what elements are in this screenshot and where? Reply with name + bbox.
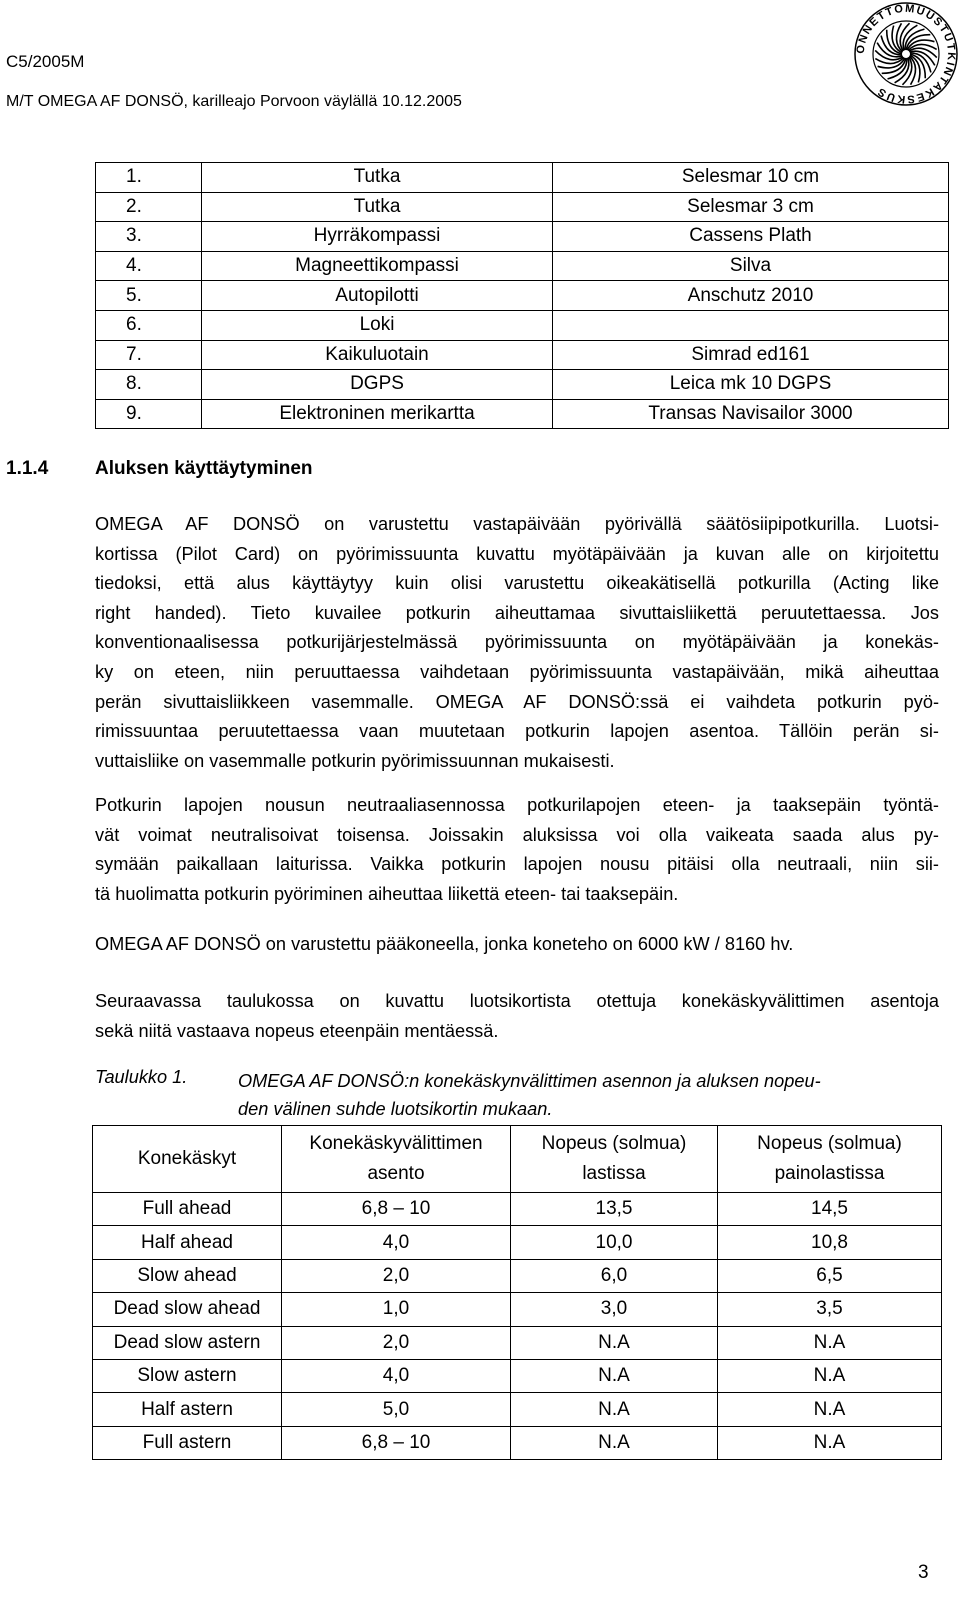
column-header-line: Konekäskyt xyxy=(137,1148,237,1169)
speed-ballast: 6,5 xyxy=(718,1259,942,1292)
equipment-number-cell xyxy=(96,370,202,400)
equipment-model: Cassens Plath xyxy=(689,225,812,247)
equipment-number-cell xyxy=(96,251,202,281)
paragraph-line: perän sivuttaisliikkeen vasemmalle. OMEGA AF DONSÖ:ssä ei vaihdeta potkurin pyö- xyxy=(95,691,939,712)
speed-ballast: N.A xyxy=(718,1359,942,1392)
equipment-name: Elektroninen merikartta xyxy=(279,403,475,425)
column-header xyxy=(718,1126,942,1193)
equipment-number: 7. xyxy=(126,343,142,365)
paragraph-line: konventionaalisessa potkurijärjestelmässä pyörimissuunta on myötäpäivään ja konekäs- xyxy=(95,632,939,653)
equipment-name-cell xyxy=(202,310,553,340)
equipment-number-cell xyxy=(96,192,202,222)
equipment-row xyxy=(96,370,949,400)
equipment-name-cell xyxy=(202,192,553,222)
speed-ballast: N.A xyxy=(718,1393,942,1426)
equipment-name-cell xyxy=(202,281,553,311)
caption-line: den välinen suhde luotsikortin mukaan. xyxy=(238,1099,553,1119)
engine-order: Slow ahead xyxy=(93,1259,282,1292)
equipment-number: 8. xyxy=(126,373,142,395)
engine-order: Slow astern xyxy=(93,1359,282,1392)
telegraph-position: 2,0 xyxy=(282,1259,511,1292)
speed-laden: 3,0 xyxy=(511,1293,718,1326)
speed-laden: 6,0 xyxy=(511,1259,718,1292)
equipment-name: DGPS xyxy=(350,373,404,395)
speed-table-row xyxy=(93,1259,942,1292)
equipment-model: Simrad ed161 xyxy=(691,343,810,365)
table-caption-label: Taulukko 1. xyxy=(95,1067,188,1087)
equipment-name: Loki xyxy=(359,314,395,336)
equipment-name: Autopilotti xyxy=(335,284,419,306)
paragraph-line: Seuraavassa taulukossa on kuvattu luotsikortista otettuja konekäskyvälittimen asentoja xyxy=(95,991,939,1011)
document-title: M/T OMEGA AF DONSÖ, karilleajo Porvoon väylällä 10.12.2005 xyxy=(6,93,462,110)
column-header xyxy=(93,1126,282,1193)
paragraph-main-engine xyxy=(95,930,939,960)
svg-text:ONNETTOMUUSTUTKINTAKESKUS: ONNETTOMUUSTUTKINTAKESKUS xyxy=(854,2,958,106)
equipment-model-cell xyxy=(553,222,949,252)
equipment-name: Tutka xyxy=(353,195,401,217)
paragraph-neutral-pitch xyxy=(95,791,939,909)
paragraph-table-intro xyxy=(95,987,939,1046)
section-title: Aluksen käyttäytyminen xyxy=(95,458,313,479)
speed-laden: 10,0 xyxy=(511,1226,718,1259)
engine-order: Full ahead xyxy=(93,1193,282,1226)
equipment-row xyxy=(96,192,949,222)
column-header-line: Nopeus (solmua) xyxy=(541,1133,687,1154)
paragraph-line: sekä niitä vastaava nopeus eteenpäin mentäessä. xyxy=(95,1020,499,1041)
equipment-model-cell xyxy=(553,399,949,429)
speed-laden: N.A xyxy=(511,1426,718,1459)
speed-table-row xyxy=(93,1193,942,1226)
column-header-line: Konekäskyvälittimen xyxy=(309,1133,483,1154)
paragraph-line: vuttaisliike on vasemmalle potkurin pyörimissuunnan mukaisesti. xyxy=(95,750,615,771)
equipment-model: Leica mk 10 DGPS xyxy=(669,373,832,395)
speed-table-row xyxy=(93,1426,942,1459)
paragraph-line: tä huolimatta potkurin pyöriminen aiheuttaa liikettä eteen- tai taaksepäin. xyxy=(95,883,679,904)
table-caption-text xyxy=(238,1067,938,1123)
equipment-number: 4. xyxy=(126,255,142,277)
paragraph-line: vät voimat neutralisoivat toisensa. Joissakin aluksissa voi olla vaikeata saada alus py- xyxy=(95,824,939,845)
equipment-number-cell xyxy=(96,222,202,252)
equipment-name-cell xyxy=(202,399,553,429)
equipment-row xyxy=(96,281,949,311)
equipment-model: Selesmar 3 cm xyxy=(687,195,814,217)
speed-table-row xyxy=(93,1326,942,1359)
speed-table-row xyxy=(93,1393,942,1426)
caption-line: OMEGA AF DONSÖ:n konekäskynvälittimen asennon ja aluksen nopeu- xyxy=(238,1071,821,1091)
document-code: C5/2005M xyxy=(6,52,85,71)
paragraph-line: kortissa (Pilot Card) on pyörimissuunta kuvattu myötäpäivään ja kuvan alle on kirjoitettu xyxy=(95,543,939,564)
column-header-line: Nopeus (solmua) xyxy=(757,1133,902,1154)
equipment-model: Anschutz 2010 xyxy=(687,284,814,306)
paragraph-line: ky on eteen, niin peruuttaessa vaihdetaan pyörimissuunta vastapäivään, mikä aiheuttaa xyxy=(95,661,939,682)
speed-ballast: N.A xyxy=(718,1326,942,1359)
equipment-row xyxy=(96,251,949,281)
equipment-model-cell xyxy=(553,192,949,222)
equipment-name: Hyrräkompassi xyxy=(313,225,441,247)
equipment-number-cell xyxy=(96,340,202,370)
telegraph-position: 4,0 xyxy=(282,1359,511,1392)
paragraph-line: OMEGA AF DONSÖ on varustettu pääkoneella, jonka koneteho on 6000 kW / 8160 hv. xyxy=(95,934,794,954)
equipment-model-cell xyxy=(553,163,949,193)
equipment-name: Tutka xyxy=(353,166,401,188)
speed-table-row xyxy=(93,1226,942,1259)
paragraph-line: OMEGA AF DONSÖ on varustettu vastapäivään pyörivällä säätösiipipotkurilla. Luotsi- xyxy=(95,514,939,534)
speed-ballast: N.A xyxy=(718,1426,942,1459)
paragraph-line: Potkurin lapojen nousun neutraaliasennossa potkurilapojen eteen- ja taaksepäin työntä- xyxy=(95,795,939,815)
equipment-name-cell xyxy=(202,370,553,400)
equipment-number-cell xyxy=(96,163,202,193)
engine-order: Half astern xyxy=(93,1393,282,1426)
telegraph-position: 1,0 xyxy=(282,1293,511,1326)
equipment-name-cell xyxy=(202,163,553,193)
agency-seal-logo xyxy=(852,0,960,108)
equipment-name-cell xyxy=(202,251,553,281)
speed-laden: 13,5 xyxy=(511,1193,718,1226)
equipment-model: Silva xyxy=(729,255,772,277)
telegraph-position: 4,0 xyxy=(282,1226,511,1259)
equipment-row xyxy=(96,310,949,340)
engine-order: Half ahead xyxy=(93,1226,282,1259)
page-number: 3 xyxy=(918,1562,929,1583)
column-header-line: painolastissa xyxy=(774,1163,885,1184)
paragraph-line: right handed). Tieto kuvailee potkurin aiheuttamaa sivuttaisliikettä peruutettaessa. Jos xyxy=(95,602,939,623)
engine-order: Full astern xyxy=(93,1426,282,1459)
equipment-number: 6. xyxy=(126,314,142,336)
telegraph-position: 6,8 – 10 xyxy=(282,1426,511,1459)
telegraph-position: 5,0 xyxy=(282,1393,511,1426)
telegraph-position: 2,0 xyxy=(282,1326,511,1359)
equipment-model: Transas Navisailor 3000 xyxy=(648,403,853,425)
equipment-row xyxy=(96,340,949,370)
engine-order-speed-table xyxy=(92,1125,942,1460)
column-header-line: lastissa xyxy=(582,1163,646,1184)
paragraph-propeller-behavior xyxy=(95,510,939,776)
equipment-name-cell xyxy=(202,222,553,252)
equipment-number-cell xyxy=(96,281,202,311)
equipment-row xyxy=(96,222,949,252)
equipment-number: 3. xyxy=(126,225,142,247)
paragraph-line: tiedoksi, että alus käyttäytyy kuin olisi varustettu oikeakätisellä potkurilla (Acting like xyxy=(95,573,939,594)
equipment-model: Selesmar 10 cm xyxy=(681,166,820,188)
equipment-number: 2. xyxy=(126,195,142,217)
speed-laden: N.A xyxy=(511,1326,718,1359)
equipment-name-cell xyxy=(202,340,553,370)
equipment-model-cell xyxy=(553,340,949,370)
speed-laden: N.A xyxy=(511,1393,718,1426)
column-header xyxy=(282,1126,511,1193)
equipment-number-cell xyxy=(96,310,202,340)
engine-order: Dead slow ahead xyxy=(93,1293,282,1326)
speed-table-row xyxy=(93,1293,942,1326)
equipment-model-cell xyxy=(553,251,949,281)
equipment-table xyxy=(95,162,949,429)
speed-laden: N.A xyxy=(511,1359,718,1392)
paragraph-line: rimissuuntaa peruutettaessa vaan muutetaan potkurin lapojen asentoa. Tällöin perän si- xyxy=(95,721,939,742)
column-header-line: asento xyxy=(367,1163,425,1184)
equipment-number: 1. xyxy=(126,166,142,188)
section-number: 1.1.4 xyxy=(6,458,49,479)
equipment-number: 9. xyxy=(126,403,142,425)
speed-ballast: 3,5 xyxy=(718,1293,942,1326)
equipment-row xyxy=(96,163,949,193)
equipment-model-cell xyxy=(553,310,949,340)
engine-order: Dead slow astern xyxy=(93,1326,282,1359)
speed-ballast: 14,5 xyxy=(718,1193,942,1226)
telegraph-position: 6,8 – 10 xyxy=(282,1193,511,1226)
equipment-name: Kaikuluotain xyxy=(325,343,429,365)
equipment-model-cell xyxy=(553,370,949,400)
paragraph-line: symään paikallaan laiturissa. Vaikka potkurin lapojen nousu pitäisi olla neutraali, niin sii- xyxy=(95,854,939,875)
equipment-name: Magneettikompassi xyxy=(295,255,459,277)
speed-ballast: 10,8 xyxy=(718,1226,942,1259)
equipment-number: 5. xyxy=(126,284,142,306)
equipment-row xyxy=(96,399,949,429)
speed-table-row xyxy=(93,1359,942,1392)
equipment-model-cell xyxy=(553,281,949,311)
equipment-number-cell xyxy=(96,399,202,429)
speed-table-header-row xyxy=(93,1126,942,1193)
column-header xyxy=(511,1126,718,1193)
